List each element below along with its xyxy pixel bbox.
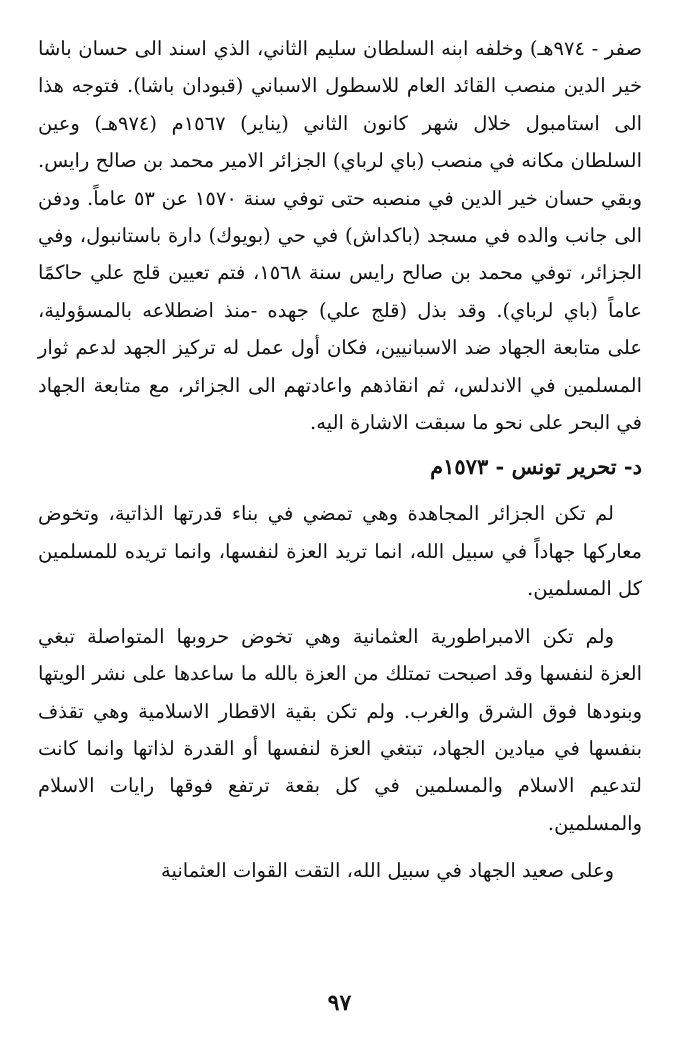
body-paragraph: لم تكن الجزائر المجاهدة وهي تمضي في بناء قدرتها الذاتية، وتخوض معاركها جهاداً في سبيل الله، انما تريد العزة لنفسها، وانما تريده للمسلمين كل المسلمين. xyxy=(38,502,642,601)
section-heading: د- تحرير تونس - ١٥٧٣م xyxy=(430,454,642,480)
page-number: ٩٧ xyxy=(327,990,352,1016)
page-body xyxy=(38,30,642,890)
body-paragraph: صفر - ٩٧٤هـ) وخلفه ابنه السلطان سليم الثاني، الذي اسند الى حسان باشا خير الدين منصب القائد العام للاسطول الاسباني (قبودان باشا). فتوجه هذا الى استامبول خلال شهر كانون الثاني (يناير) ١٥٦٧م (٩٧٤هـ) وعين السلطان مكانه في منصب (باي لرباي) الجزائر الامير محمد بن صالح رايس. وبقي حسان خير الدين في منصبه حتى توفي سنة ١٥٧٠ عن ٥٣ عاماً. ودفن الى جانب والده في مسجد (باكداش) في حي (بويوك) دارة باستانبول، وفي الجزائر، توفي محمد بن صالح رايس سنة ١٥٦٨، فتم تعيين قلج علي حاكمًا عاماً (باي لرباي). وقد بذل (قلج علي) جهده -منذ اضطلاعه بالمسؤولية، على متابعة الجهاد ضد الاسبانيين، فكان أول عمل له تركيز الجهد لدعم ثوار المسلمين في الاندلس، ثم انقاذهم واعادتهم الى الجزائر، مع متابعة الجهاد في البحر على نحو ما سبقت الاشارة اليه. xyxy=(38,37,643,435)
body-paragraph: وعلى صعيد الجهاد في سبيل الله، التقت القوات العثمانية xyxy=(161,859,614,883)
body-paragraph: ولم تكن الامبراطورية العثمانية وهي تخوض حروبها المتواصلة تبغي العزة لنفسها وقد اصبحت تمتلك من العزة بالله ما ساعدها على نشر الويتها وبنودها فوق الشرق والغرب. ولم تكن بقية الاقطار الاسلامية وهي تقذف بنفسها في ميادين الجهاد، تبتغي العزة لنفسها أو القدرة لذاتها وانما كانت لتدعيم الاسلام والمسلمين في كل بقعة ترتفع فوقها رايات الاسلام والمسلمين. xyxy=(38,624,642,835)
